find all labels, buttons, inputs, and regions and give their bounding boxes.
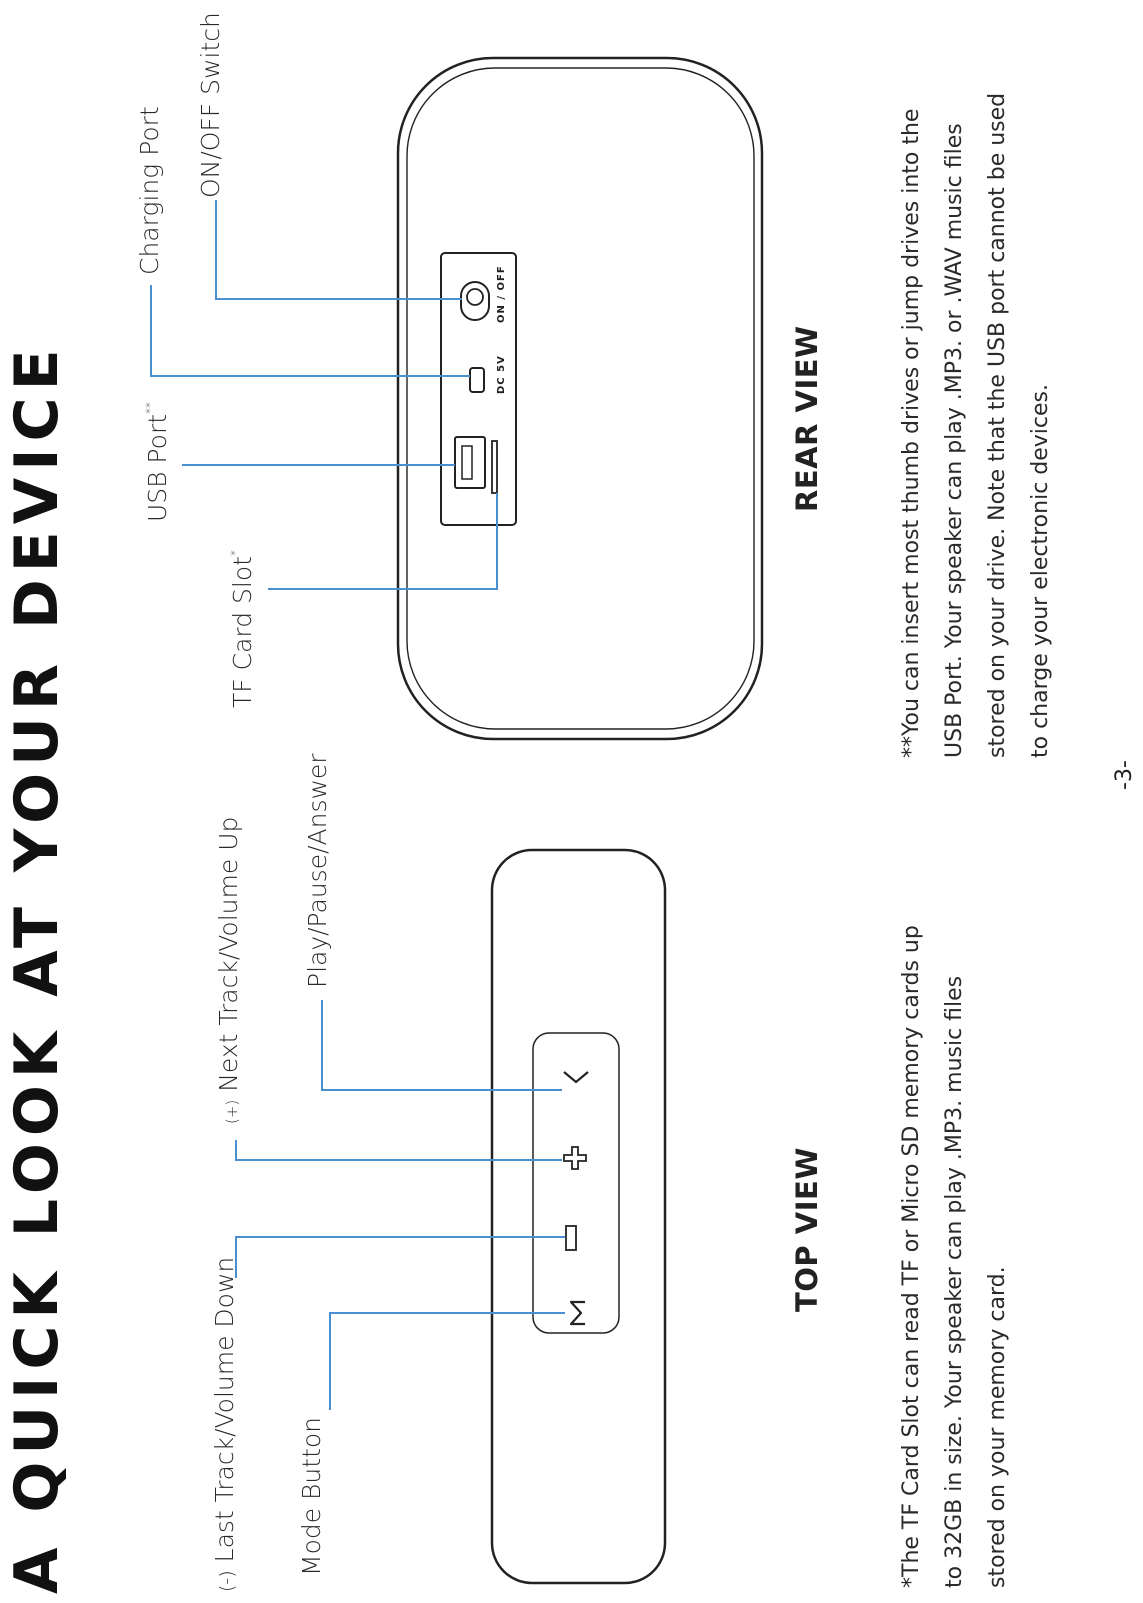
plus-icon[interactable] — [564, 1147, 586, 1169]
callout-on-off-switch: ON/OFF Switch — [196, 12, 225, 198]
callout-tf-card-slot — [228, 550, 257, 708]
rear-view-heading: REAR VIEW — [790, 325, 824, 512]
rear-view-inner-body — [407, 68, 754, 729]
callout-line-switch — [216, 200, 462, 299]
rear-view-callout-lines — [151, 200, 497, 589]
panel-label-dc: DC 5V — [496, 355, 507, 394]
callout-line-next-track — [236, 1140, 562, 1160]
callout-next-track-text: Next Track/Volume Up — [214, 816, 243, 1092]
panel-label-on-off: ON / OFF — [496, 265, 507, 323]
callout-tf-card-slot-mark: * — [228, 550, 242, 557]
play-icon[interactable] — [564, 1072, 588, 1086]
usb-note-line-3: stored on your drive. Note that the USB port cannot be used — [985, 92, 1010, 758]
tf-note-line-3: stored on your memory card. — [985, 1266, 1010, 1588]
top-view-body — [492, 850, 665, 1583]
page-number: -3- — [1112, 760, 1137, 790]
usb-port-icon[interactable] — [455, 437, 485, 488]
rear-view-outer-body — [398, 58, 762, 739]
callout-last-track-sign: (-) — [216, 1570, 238, 1592]
usb-note-line-4: to charge your electronic devices. — [1028, 384, 1053, 758]
callout-usb-port-text: USB Port — [143, 413, 172, 522]
page-title: A QUICK LOOK AT YOUR DEVICE — [2, 342, 72, 1594]
usb-port-tongue — [462, 446, 472, 479]
tf-note-line-2: to 32GB in size. Your speaker can play .MP3. music files — [942, 975, 967, 1588]
usb-footnote — [890, 93, 1062, 758]
tf-card-footnote — [890, 925, 1019, 1588]
callout-next-track — [214, 817, 243, 1124]
callout-tf-card-slot-text: TF Card Slot — [228, 556, 257, 708]
rear-view-device — [398, 58, 762, 739]
callout-mode-button: Mode Button — [297, 1416, 326, 1576]
mode-button-icon[interactable] — [571, 1302, 585, 1324]
tf-note-line-1: *The TF Card Slot can read TF or Micro SD memory cards up — [899, 925, 924, 1588]
charging-port-icon[interactable] — [470, 368, 484, 392]
callout-next-track-sign: (+) — [223, 1099, 241, 1124]
top-view-heading: TOP VIEW — [790, 1147, 824, 1312]
callout-usb-port — [143, 402, 172, 522]
callout-line-mode — [330, 1313, 565, 1410]
on-off-switch-knob — [467, 289, 483, 305]
callout-last-track-text: Last Track/Volume Down — [210, 1256, 239, 1563]
top-view-button-panel — [533, 1033, 619, 1333]
callout-charging-port: Charging Port — [135, 106, 164, 275]
callout-line-play — [322, 1000, 562, 1090]
callout-last-track — [210, 1257, 239, 1592]
minus-icon[interactable] — [566, 1226, 576, 1250]
usb-note-line-1: **You can insert most thumb drives or jump drives into the — [899, 108, 924, 758]
top-view-device — [492, 850, 665, 1583]
top-view-callout-lines — [236, 1000, 565, 1410]
tf-card-slot-icon[interactable] — [492, 441, 497, 493]
callout-usb-port-mark: ** — [143, 401, 157, 414]
callout-line-last-track — [236, 1237, 565, 1278]
callout-play-pause: Play/Pause/Answer — [303, 753, 332, 988]
usb-note-line-2: USB Port. Your speaker can play .MP3. or .WAV music files — [942, 123, 967, 758]
on-off-switch-icon[interactable] — [461, 282, 489, 320]
callout-line-tf — [268, 493, 497, 589]
